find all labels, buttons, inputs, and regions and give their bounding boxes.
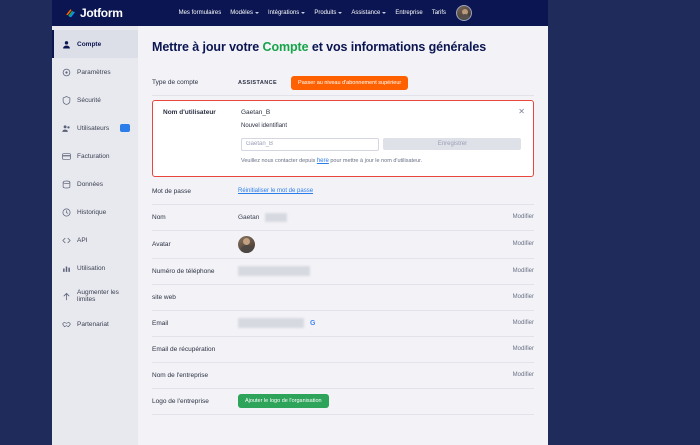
redacted-lastname: [265, 213, 287, 222]
user-avatar-top[interactable]: [456, 5, 472, 21]
nav-label: Mes formulaires: [178, 10, 222, 16]
sidebar: [52, 26, 138, 445]
sidebar-item-utilisation[interactable]: [52, 254, 138, 282]
nav-item-modeles[interactable]: [230, 10, 259, 16]
row-label: Numéro de téléphone: [152, 267, 215, 275]
sidebar-item-label: Données: [77, 180, 104, 188]
edit-avatar-link[interactable]: Modifier: [512, 241, 534, 247]
top-navigation-bar: [52, 0, 548, 26]
sidebar-item-label: Historique: [77, 208, 107, 216]
edit-email-link[interactable]: Modifier: [512, 320, 534, 326]
username-note-part1: Veuillez nous contacter depuis: [241, 157, 317, 164]
database-icon: [62, 180, 71, 189]
row-logo-de-lentreprise: [152, 389, 534, 415]
gear-icon: [62, 68, 71, 77]
page-title: [152, 40, 534, 54]
row-value: [238, 318, 494, 328]
page-title-accent: Compte: [262, 40, 309, 54]
save-username-button[interactable]: Enregistrer: [383, 138, 521, 150]
page-title-part2: et vos informations générales: [308, 40, 487, 54]
row-nom-de-lentreprise: [152, 363, 534, 389]
edit-company-name-link[interactable]: Modifier: [512, 372, 534, 378]
username-current-value: Gaetan_B: [241, 109, 271, 116]
nav-item-mes-formulaires[interactable]: [179, 10, 222, 16]
edit-recovery-email-link[interactable]: Modifier: [512, 346, 534, 352]
sidebar-item-label: Sécurité: [77, 96, 101, 104]
row-label: Type de compte: [152, 79, 199, 86]
nav-label: Intégrations: [267, 10, 300, 16]
sidebar-item-api[interactable]: [52, 226, 138, 254]
sidebar-item-historique[interactable]: [52, 198, 138, 226]
plan-badge: ASSISTANCE: [238, 79, 278, 86]
row-numero-de-telephone: [152, 259, 534, 285]
sidebar-item-label: Compte: [77, 40, 102, 48]
sidebar-item-compte[interactable]: [52, 30, 138, 58]
row-label: Avatar: [152, 240, 171, 248]
edit-nom-link[interactable]: Modifier: [512, 214, 534, 220]
new-username-input[interactable]: [241, 138, 379, 151]
jotform-logo[interactable]: [64, 6, 123, 20]
sidebar-item-securite[interactable]: [52, 86, 138, 114]
chevron-down-icon: [338, 12, 342, 14]
row-email: [152, 311, 534, 337]
row-label: Logo de l'entreprise: [152, 397, 209, 405]
row-value: [238, 213, 494, 222]
nav-item-entreprise[interactable]: [395, 10, 422, 16]
row-label: Nom: [152, 213, 166, 221]
top-nav-items: [179, 10, 446, 16]
sidebar-item-utilisateurs[interactable]: [52, 114, 138, 142]
code-icon: [62, 236, 71, 245]
username-form: [241, 123, 523, 166]
page-container: [52, 26, 548, 445]
row-value: [238, 236, 494, 253]
username-note-part2: pour mettre à jour le nom d'utilisateur.: [328, 157, 423, 164]
close-icon[interactable]: ✕: [518, 107, 525, 116]
sidebar-item-augmenter-les-limites[interactable]: [52, 282, 138, 310]
username-panel: [152, 100, 534, 177]
nav-label: Tarifs: [431, 10, 447, 16]
sidebar-item-label: Utilisateurs: [77, 124, 110, 132]
reset-password-link[interactable]: Réinitialiser le mot de passe: [238, 188, 314, 194]
row-avatar: [152, 231, 534, 259]
user-icon: [62, 40, 71, 49]
edit-phone-link[interactable]: Modifier: [512, 268, 534, 274]
sidebar-item-label: Facturation: [77, 152, 110, 160]
nom-value: Gaetan: [238, 213, 260, 221]
arrow-up-icon: [62, 292, 71, 301]
card-icon: [62, 152, 71, 161]
redacted-phone: [238, 266, 310, 276]
username-label: Nom d'utilisateur: [163, 109, 216, 116]
chart-icon: [62, 264, 71, 273]
edit-website-link[interactable]: Modifier: [512, 294, 534, 300]
row-email-de-recuperation: [152, 337, 534, 363]
avatar: [238, 236, 255, 253]
nav-item-assistance[interactable]: [351, 10, 386, 16]
row-value: [238, 188, 494, 194]
nav-label: Modèles: [230, 10, 253, 16]
upgrade-button[interactable]: Passer au niveau d'abonnement supérieur: [291, 76, 408, 90]
row-label: Mot de passe: [152, 187, 192, 195]
users-icon: [62, 124, 71, 133]
redacted-email: [238, 318, 304, 328]
sidebar-item-label: Partenariat: [77, 320, 109, 328]
main-content: [138, 26, 548, 445]
sidebar-badge-utilisateurs: [120, 124, 130, 132]
contact-link[interactable]: here: [316, 157, 329, 164]
jotform-logo-icon: [64, 7, 77, 20]
sidebar-item-donnees[interactable]: [52, 170, 138, 198]
sidebar-item-label: API: [77, 236, 88, 244]
row-nom: [152, 205, 534, 231]
sidebar-item-facturation[interactable]: [52, 142, 138, 170]
sidebar-item-label: Augmenter les limites: [77, 289, 119, 303]
handshake-icon: [62, 320, 71, 329]
chevron-down-icon: [382, 12, 386, 14]
nav-label: Assistance: [351, 10, 381, 16]
row-label: site web: [152, 293, 176, 301]
chevron-down-icon: [255, 12, 259, 14]
new-username-label: Nouvel identifiant: [241, 123, 288, 129]
sidebar-item-label: Paramètres: [77, 68, 111, 76]
sidebar-item-parametres[interactable]: [52, 58, 138, 86]
chevron-down-icon: [301, 12, 305, 14]
shield-icon: [62, 96, 71, 105]
nav-label: Produits: [314, 10, 337, 16]
row-value: [238, 394, 494, 408]
row-label: Email: [152, 319, 169, 327]
nav-label: Entreprise: [395, 10, 423, 16]
row-label: Nom de l'entreprise: [152, 371, 209, 379]
clock-icon: [62, 208, 71, 217]
nav-item-tarifs[interactable]: [432, 10, 446, 16]
nav-item-integrations[interactable]: [268, 10, 305, 16]
row-label: Email de récupération: [152, 345, 216, 353]
sidebar-item-partenariat[interactable]: [52, 310, 138, 338]
row-value: [238, 266, 494, 276]
row-site-web: [152, 285, 534, 311]
sidebar-item-label: Utilisation: [77, 264, 106, 272]
username-panel-header: [163, 109, 523, 116]
jotform-logo-text: Jotform: [80, 6, 123, 20]
row-value: [238, 76, 494, 90]
nav-item-produits[interactable]: [314, 10, 342, 16]
row-type-de-compte: [152, 70, 534, 96]
add-organization-logo-button[interactable]: Ajouter le logo de l'organisation: [238, 394, 329, 408]
username-note: [241, 157, 451, 166]
google-icon: G: [310, 319, 316, 327]
page-title-part1: Mettre à jour votre: [152, 40, 263, 54]
row-mot-de-passe: [152, 179, 534, 205]
